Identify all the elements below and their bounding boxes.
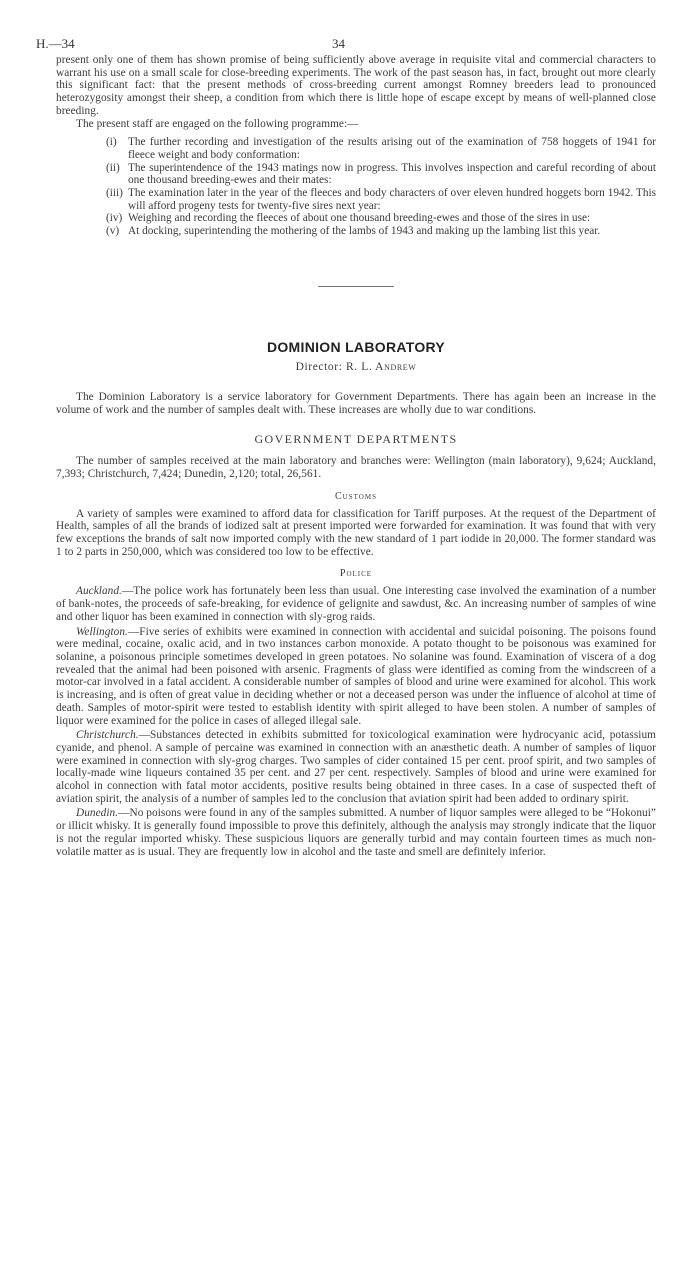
- programme-item: (iv) Weighing and recording the fleeces of about one thousand breeding-ewes and those of the sires in use:: [106, 212, 591, 225]
- police-christchurch-paragraph: Christchurch.—Substances detected in exhibits submitted for toxicological examination were hydrocyanic acid, potassium cyanide, and phenol. A sample of percaine was examined in connection with an anæsthetic death. A number of samples of liquor were examined in connection with sly-grog charges. Two samples of cider contained 15 per cent. proof spirit, and two samples of locally-made wine liqueurs contained 35 per cent. and 27 per cent. respectively. Samples of blood and urine were examined for alcohol in connection with fatal motor accidents, positive results being obtained in three cases. In a case of suspected theft of aviation spirit, the analysis of a number of samples led to the conclusion that aviation spirit had been added to ordinary spirit.: [56, 729, 656, 805]
- page-header: [36, 36, 656, 54]
- section-divider: [318, 286, 394, 287]
- lab-intro-paragraph: The Dominion Laboratory is a service laboratory for Government Departments. There has again been an increase in the volume of work and the number of samples dealt with. These increases are wholly due to war conditions.: [56, 390, 656, 416]
- document-page: [36, 36, 656, 858]
- director-name: R. L. Andrew: [346, 360, 417, 373]
- programme-item: (i) The further recording and investigation of the results arising out of the examination of 758 hoggets of 1941 for fleece weight and body conformation:: [106, 136, 656, 161]
- programme-intro: The present staff are engaged on the following programme:—: [76, 117, 359, 130]
- police-heading: Police: [339, 568, 373, 580]
- director-line: Director: R. L. Andrew: [295, 360, 417, 373]
- police-wellington-paragraph: Wellington.—Five series of exhibits were examined in connection with accidental and suicidal poisoning. The poisons found were medinal, cocaine, oxalic acid, and in two instances carbon monoxide. A potato thought to be poisonous was examined for solanine, a poisonous principle sometimes developed in green potatoes. No solanine was found. Examination of viscera of a dog revealed that the animal had been poisoned with arsenic. Fragments of glass were identified as coming from the windscreen of a motor-car involved in a fatal accident. A considerable number of samples of blood and urine were examined for alcohol. This work is increasing, and is often of great value in deciding whether or not a deceased person was under the influence of alcohol at time of death. Samples of motor-spirit were tested to establish identity with spirit alleged to have been stolen. A number of samples of liquor were examined for the police in cases of alleged illegal sale.: [56, 625, 656, 727]
- programme-item: (v) At docking, superintending the mothering of the lambs of 1943 and making up the lambing list this year.: [106, 225, 601, 238]
- police-auckland-paragraph: Auckland.—The police work has fortunately been less than usual. One interesting case involved the examination of a number of bank-notes, the proceeds of safe-breaking, for evidence of gelignite and sawdust, &c. An increasing number of samples of wine and other liquor has been examined in connection with sly-grog raids.: [56, 585, 656, 623]
- section-title: DOMINION LABORATORY: [266, 338, 446, 355]
- programme-item: (ii) The superintendence of the 1943 matings now in progress. This involves inspection and careful recording of about one thousand breeding-ewes and their mates:: [106, 161, 656, 187]
- govt-heading: GOVERNMENT DEPARTMENTS: [254, 432, 458, 447]
- customs-heading: Customs: [335, 490, 377, 502]
- programme-list: [56, 136, 656, 238]
- report-reference: H.—34: [36, 36, 75, 51]
- customs-paragraph: A variety of samples were examined to afford data for classification for Tariff purposes. At the request of the Department of Health, samples of all the brands of iodized salt at present imported were forwarded for examination. It was found that with very few exceptions the brands of salt now imported comply with the new standard of 1 part iodide in 20,000. The former standard was 1 to 2 parts in 250,000, which was considered too low to be effective.: [56, 507, 656, 558]
- page-number: 34: [332, 36, 345, 51]
- police-dunedin-paragraph: Dunedin.—No poisons were found in any of the samples submitted. A number of liquor samples were alleged to be “Hokonui” or illicit whisky. It is generally found impossible to prove this definitely, although the analysis may strongly indicate that the liquor is not the regular imported whisky. These suspicious liquors are generally turbid and may contain fourteen times as much non-volatile matter as is usual. They are frequently low in alcohol and the taste and smell are definitely inferior.: [56, 807, 656, 858]
- govt-paragraph: The number of samples received at the main laboratory and branches were: Wellington (main laboratory), 9,624; Auckland, 7,393; Christchurch, 7,424; Dunedin, 2,120; total, 26,561.: [56, 455, 656, 480]
- intro-paragraph: present only one of them has shown promise of being sufficiently above average in requisite vital and commercial characters to warrant his use on a small scale for close-breeding experiments. The work of the past season has, in fact, brought out more clearly this significant fact: that the present methods of cross-breeding current amongst Romney breeders lead to pronounced heterozygosity amongst their sheep, a condition from which there is little hope of escape except by means of well-planned close breeding.: [56, 54, 656, 117]
- programme-item: (iii) The examination later in the year of the fleeces and body characters of over eleven hundred hoggets born 1942. This will afford progeny tests for twenty-five sires next year:: [106, 187, 656, 212]
